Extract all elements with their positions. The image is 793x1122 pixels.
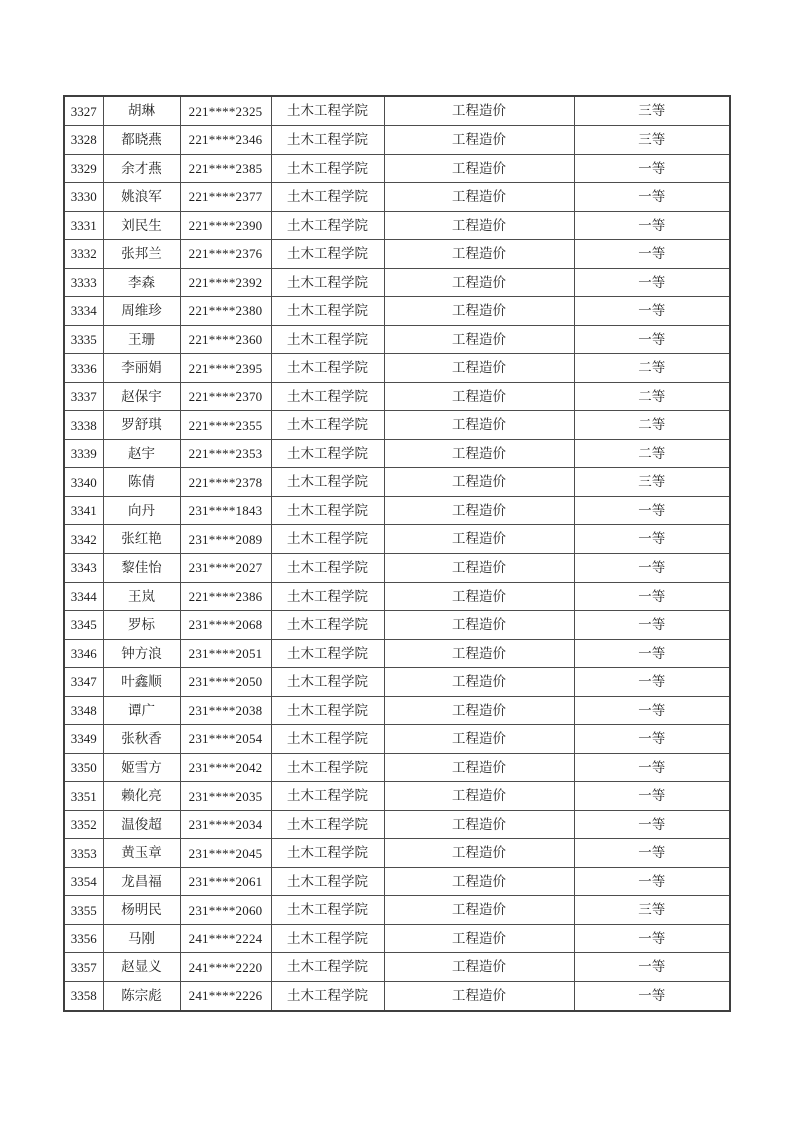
college-cell: 土木工程学院 (271, 981, 384, 1011)
major-cell: 工程造价 (384, 639, 574, 668)
student-id-cell: 231****2054 (180, 725, 271, 754)
student-name-cell: 赵保宇 (103, 382, 180, 411)
major-cell: 工程造价 (384, 211, 574, 240)
major-cell: 工程造价 (384, 525, 574, 554)
student-id-cell: 231****2068 (180, 611, 271, 640)
major-cell: 工程造价 (384, 496, 574, 525)
award-level-cell: 一等 (574, 325, 730, 354)
table-row (64, 439, 730, 468)
college-cell: 土木工程学院 (271, 582, 384, 611)
serial-number-cell: 3349 (64, 725, 103, 754)
student-name-cell: 陈宗彪 (103, 981, 180, 1011)
student-name-cell: 张秋香 (103, 725, 180, 754)
serial-number-cell: 3335 (64, 325, 103, 354)
student-name-cell: 周维珍 (103, 297, 180, 326)
college-cell: 土木工程学院 (271, 468, 384, 497)
student-id-cell: 221****2346 (180, 126, 271, 155)
table-row (64, 240, 730, 269)
serial-number-cell: 3352 (64, 810, 103, 839)
college-cell: 土木工程学院 (271, 354, 384, 383)
table-row (64, 126, 730, 155)
student-name-cell: 叶鑫顺 (103, 668, 180, 697)
college-cell: 土木工程学院 (271, 325, 384, 354)
table-row (64, 468, 730, 497)
student-id-cell: 241****2226 (180, 981, 271, 1011)
student-id-cell: 221****2353 (180, 439, 271, 468)
award-level-cell: 三等 (574, 126, 730, 155)
table-row (64, 411, 730, 440)
major-cell: 工程造价 (384, 810, 574, 839)
student-name-cell: 向丹 (103, 496, 180, 525)
major-cell: 工程造价 (384, 468, 574, 497)
student-name-cell: 刘民生 (103, 211, 180, 240)
table-row (64, 325, 730, 354)
serial-number-cell: 3353 (64, 839, 103, 868)
award-level-cell: 一等 (574, 924, 730, 953)
table-row (64, 525, 730, 554)
award-level-cell: 一等 (574, 611, 730, 640)
student-id-cell: 231****2027 (180, 553, 271, 582)
serial-number-cell: 3350 (64, 753, 103, 782)
award-level-cell: 一等 (574, 496, 730, 525)
award-level-cell: 一等 (574, 582, 730, 611)
student-id-cell: 221****2378 (180, 468, 271, 497)
major-cell: 工程造价 (384, 411, 574, 440)
award-level-cell: 一等 (574, 240, 730, 269)
college-cell: 土木工程学院 (271, 411, 384, 440)
major-cell: 工程造价 (384, 981, 574, 1011)
major-cell: 工程造价 (384, 782, 574, 811)
serial-number-cell: 3339 (64, 439, 103, 468)
student-id-cell: 221****2377 (180, 183, 271, 212)
student-name-cell: 胡琳 (103, 96, 180, 126)
serial-number-cell: 3342 (64, 525, 103, 554)
student-name-cell: 李森 (103, 268, 180, 297)
major-cell: 工程造价 (384, 725, 574, 754)
table-row (64, 183, 730, 212)
college-cell: 土木工程学院 (271, 924, 384, 953)
table-row (64, 582, 730, 611)
serial-number-cell: 3357 (64, 953, 103, 982)
college-cell: 土木工程学院 (271, 297, 384, 326)
table-row (64, 725, 730, 754)
table-row (64, 496, 730, 525)
student-id-cell: 241****2220 (180, 953, 271, 982)
college-cell: 土木工程学院 (271, 753, 384, 782)
student-id-cell: 231****1843 (180, 496, 271, 525)
table-row (64, 154, 730, 183)
serial-number-cell: 3334 (64, 297, 103, 326)
college-cell: 土木工程学院 (271, 126, 384, 155)
college-cell: 土木工程学院 (271, 696, 384, 725)
award-level-cell: 一等 (574, 639, 730, 668)
serial-number-cell: 3340 (64, 468, 103, 497)
major-cell: 工程造价 (384, 382, 574, 411)
student-id-cell: 221****2360 (180, 325, 271, 354)
student-name-cell: 罗标 (103, 611, 180, 640)
college-cell: 土木工程学院 (271, 839, 384, 868)
college-cell: 土木工程学院 (271, 782, 384, 811)
award-level-cell: 一等 (574, 297, 730, 326)
award-list-table (63, 95, 731, 1012)
student-name-cell: 赵宇 (103, 439, 180, 468)
college-cell: 土木工程学院 (271, 668, 384, 697)
college-cell: 土木工程学院 (271, 953, 384, 982)
student-name-cell: 黎佳怡 (103, 553, 180, 582)
table-row (64, 382, 730, 411)
student-name-cell: 李丽娟 (103, 354, 180, 383)
award-level-cell: 一等 (574, 782, 730, 811)
award-level-cell: 一等 (574, 268, 730, 297)
student-name-cell: 谭广 (103, 696, 180, 725)
serial-number-cell: 3337 (64, 382, 103, 411)
award-level-cell: 一等 (574, 953, 730, 982)
major-cell: 工程造价 (384, 896, 574, 925)
award-level-cell: 一等 (574, 525, 730, 554)
serial-number-cell: 3347 (64, 668, 103, 697)
college-cell: 土木工程学院 (271, 211, 384, 240)
student-id-cell: 231****2051 (180, 639, 271, 668)
student-name-cell: 余才燕 (103, 154, 180, 183)
serial-number-cell: 3330 (64, 183, 103, 212)
student-name-cell: 张邦兰 (103, 240, 180, 269)
student-id-cell: 221****2392 (180, 268, 271, 297)
major-cell: 工程造价 (384, 183, 574, 212)
serial-number-cell: 3333 (64, 268, 103, 297)
student-name-cell: 都晓燕 (103, 126, 180, 155)
college-cell: 土木工程学院 (271, 382, 384, 411)
serial-number-cell: 3348 (64, 696, 103, 725)
major-cell: 工程造价 (384, 867, 574, 896)
college-cell: 土木工程学院 (271, 154, 384, 183)
award-level-cell: 三等 (574, 96, 730, 126)
student-id-cell: 221****2390 (180, 211, 271, 240)
major-cell: 工程造价 (384, 668, 574, 697)
student-id-cell: 221****2385 (180, 154, 271, 183)
serial-number-cell: 3351 (64, 782, 103, 811)
table-row (64, 639, 730, 668)
student-id-cell: 221****2395 (180, 354, 271, 383)
college-cell: 土木工程学院 (271, 268, 384, 297)
student-name-cell: 王岚 (103, 582, 180, 611)
serial-number-cell: 3341 (64, 496, 103, 525)
serial-number-cell: 3329 (64, 154, 103, 183)
table-row (64, 696, 730, 725)
college-cell: 土木工程学院 (271, 496, 384, 525)
college-cell: 土木工程学院 (271, 525, 384, 554)
serial-number-cell: 3327 (64, 96, 103, 126)
award-level-cell: 一等 (574, 725, 730, 754)
student-id-cell: 221****2325 (180, 96, 271, 126)
student-name-cell: 赵显义 (103, 953, 180, 982)
award-level-cell: 一等 (574, 981, 730, 1011)
student-name-cell: 张红艳 (103, 525, 180, 554)
award-level-cell: 一等 (574, 211, 730, 240)
student-name-cell: 钟方浪 (103, 639, 180, 668)
student-id-cell: 231****2060 (180, 896, 271, 925)
student-name-cell: 陈倩 (103, 468, 180, 497)
major-cell: 工程造价 (384, 268, 574, 297)
serial-number-cell: 3331 (64, 211, 103, 240)
student-name-cell: 姬雪方 (103, 753, 180, 782)
student-name-cell: 温俊超 (103, 810, 180, 839)
major-cell: 工程造价 (384, 611, 574, 640)
award-level-cell: 一等 (574, 668, 730, 697)
table-row (64, 953, 730, 982)
student-name-cell: 黄玉章 (103, 839, 180, 868)
college-cell: 土木工程学院 (271, 810, 384, 839)
serial-number-cell: 3328 (64, 126, 103, 155)
table-row (64, 668, 730, 697)
award-level-cell: 一等 (574, 867, 730, 896)
major-cell: 工程造价 (384, 553, 574, 582)
student-id-cell: 231****2050 (180, 668, 271, 697)
student-name-cell: 姚浪军 (103, 183, 180, 212)
table-row (64, 753, 730, 782)
student-name-cell: 龙昌福 (103, 867, 180, 896)
award-level-cell: 一等 (574, 696, 730, 725)
table-row (64, 867, 730, 896)
serial-number-cell: 3336 (64, 354, 103, 383)
table-row (64, 553, 730, 582)
student-id-cell: 231****2045 (180, 839, 271, 868)
student-name-cell: 杨明民 (103, 896, 180, 925)
serial-number-cell: 3355 (64, 896, 103, 925)
college-cell: 土木工程学院 (271, 896, 384, 925)
award-level-cell: 一等 (574, 810, 730, 839)
major-cell: 工程造价 (384, 126, 574, 155)
serial-number-cell: 3343 (64, 553, 103, 582)
major-cell: 工程造价 (384, 753, 574, 782)
table-row (64, 297, 730, 326)
table-row (64, 839, 730, 868)
table-row (64, 268, 730, 297)
award-level-cell: 二等 (574, 411, 730, 440)
award-level-cell: 三等 (574, 896, 730, 925)
student-id-cell: 221****2376 (180, 240, 271, 269)
major-cell: 工程造价 (384, 154, 574, 183)
serial-number-cell: 3344 (64, 582, 103, 611)
student-id-cell: 231****2089 (180, 525, 271, 554)
award-level-cell: 一等 (574, 839, 730, 868)
serial-number-cell: 3338 (64, 411, 103, 440)
major-cell: 工程造价 (384, 325, 574, 354)
serial-number-cell: 3358 (64, 981, 103, 1011)
award-level-cell: 二等 (574, 439, 730, 468)
table-row (64, 981, 730, 1011)
table-row (64, 96, 730, 126)
award-level-cell: 三等 (574, 468, 730, 497)
major-cell: 工程造价 (384, 924, 574, 953)
major-cell: 工程造价 (384, 953, 574, 982)
college-cell: 土木工程学院 (271, 240, 384, 269)
major-cell: 工程造价 (384, 439, 574, 468)
student-name-cell: 罗舒琪 (103, 411, 180, 440)
major-cell: 工程造价 (384, 240, 574, 269)
major-cell: 工程造价 (384, 839, 574, 868)
college-cell: 土木工程学院 (271, 96, 384, 126)
serial-number-cell: 3332 (64, 240, 103, 269)
student-id-cell: 231****2034 (180, 810, 271, 839)
student-id-cell: 231****2042 (180, 753, 271, 782)
college-cell: 土木工程学院 (271, 553, 384, 582)
award-level-cell: 一等 (574, 183, 730, 212)
table-row (64, 924, 730, 953)
student-name-cell: 赖化亮 (103, 782, 180, 811)
student-id-cell: 221****2380 (180, 297, 271, 326)
college-cell: 土木工程学院 (271, 439, 384, 468)
award-level-cell: 二等 (574, 382, 730, 411)
table-row (64, 896, 730, 925)
major-cell: 工程造价 (384, 696, 574, 725)
college-cell: 土木工程学院 (271, 867, 384, 896)
serial-number-cell: 3356 (64, 924, 103, 953)
table-row (64, 611, 730, 640)
major-cell: 工程造价 (384, 582, 574, 611)
table-row (64, 354, 730, 383)
major-cell: 工程造价 (384, 297, 574, 326)
student-id-cell: 221****2386 (180, 582, 271, 611)
award-level-cell: 一等 (574, 753, 730, 782)
student-id-cell: 231****2061 (180, 867, 271, 896)
college-cell: 土木工程学院 (271, 611, 384, 640)
student-name-cell: 马刚 (103, 924, 180, 953)
serial-number-cell: 3346 (64, 639, 103, 668)
serial-number-cell: 3354 (64, 867, 103, 896)
table-row (64, 211, 730, 240)
student-id-cell: 231****2035 (180, 782, 271, 811)
college-cell: 土木工程学院 (271, 725, 384, 754)
student-id-cell: 221****2370 (180, 382, 271, 411)
table-row (64, 782, 730, 811)
student-id-cell: 221****2355 (180, 411, 271, 440)
serial-number-cell: 3345 (64, 611, 103, 640)
student-id-cell: 231****2038 (180, 696, 271, 725)
table-row (64, 810, 730, 839)
student-name-cell: 王珊 (103, 325, 180, 354)
award-level-cell: 二等 (574, 354, 730, 383)
major-cell: 工程造价 (384, 354, 574, 383)
college-cell: 土木工程学院 (271, 639, 384, 668)
major-cell: 工程造价 (384, 96, 574, 126)
award-level-cell: 一等 (574, 553, 730, 582)
student-id-cell: 241****2224 (180, 924, 271, 953)
college-cell: 土木工程学院 (271, 183, 384, 212)
award-level-cell: 一等 (574, 154, 730, 183)
